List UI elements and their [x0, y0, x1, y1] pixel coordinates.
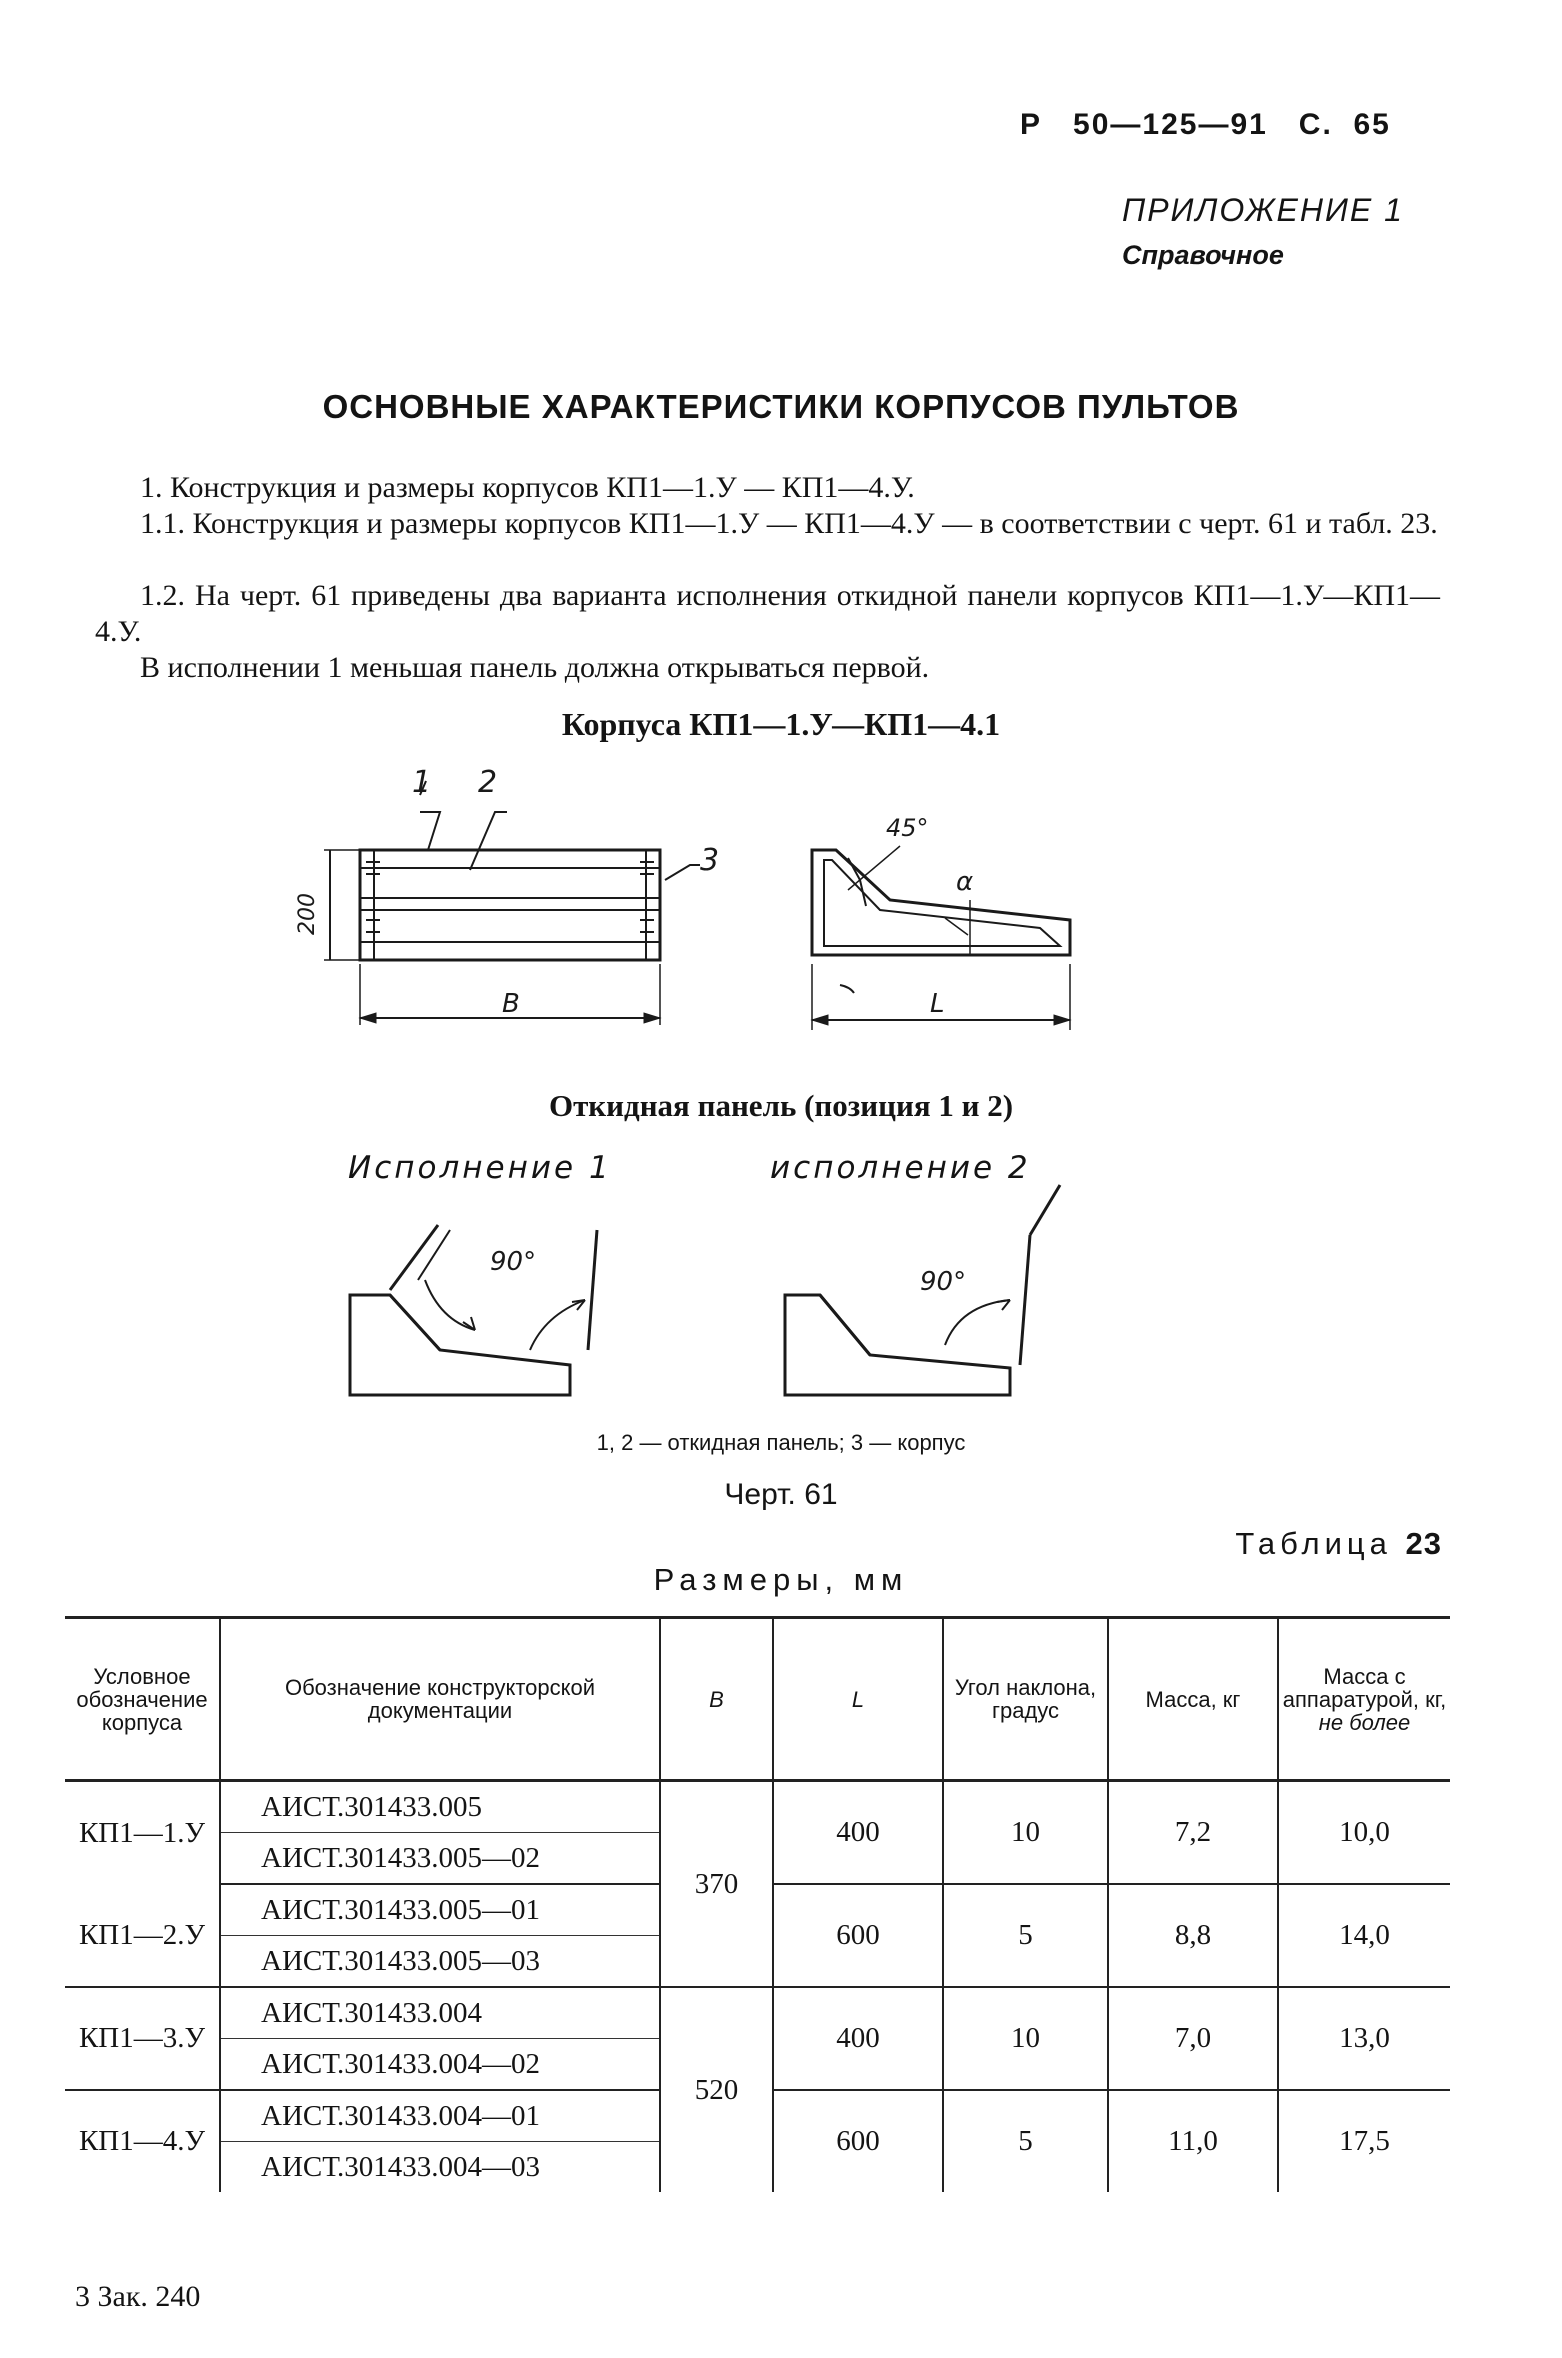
figure-caption-panel: Откидная панель (позиция 1 и 2) [548, 1088, 1014, 1123]
table-row [65, 1781, 1450, 1833]
dim-b: B [502, 989, 520, 1019]
table-number-value: 23 [1405, 1526, 1442, 1561]
dim-200: 200 [295, 893, 320, 935]
cell-l: 600 [773, 2090, 943, 2192]
label-3: 3 [700, 843, 720, 878]
header-designation: Условное обозначение корпуса [65, 1618, 220, 1781]
variant-1-outline [350, 1295, 570, 1395]
paragraph-1: 1. Конструкция и размеры корпусов КП1—1.У — КП1—4.У. [140, 471, 915, 504]
cell-angle: 5 [943, 2090, 1108, 2192]
figure-caption-housings: Корпуса КП1—1.У—КП1—4.1 [561, 706, 1001, 742]
variant-1-label: Исполнение 1 [348, 1150, 612, 1186]
cell-l: 600 [773, 1884, 943, 1987]
header-l: L [773, 1618, 943, 1781]
housing-front-outline [360, 850, 660, 960]
cell-mass-eq: 17,5 [1278, 2090, 1450, 2192]
figure-legend: 1, 2 — откидная панель; 3 — корпус [596, 1430, 966, 1455]
paragraph-note: В исполнении 1 меньшая панель должна открываться первой. [140, 651, 930, 684]
panel-variants-drawing [330, 1160, 1170, 1410]
cell-mass-eq: 13,0 [1278, 1987, 1450, 2090]
angle-90-variant-1: 90° [490, 1247, 537, 1277]
table-row [65, 1987, 1450, 2039]
angle-90-variant-2: 90° [920, 1267, 967, 1297]
label-1: 1 [412, 765, 432, 800]
table-header-row [65, 1618, 1450, 1781]
label-2: 2 [478, 765, 498, 800]
paragraph-1-1: 1.1. Конструкция и размеры корпусов КП1—1.У — КП1—4.У — в соответствии с черт. 61 и табл. 23. [140, 507, 1438, 540]
cell-l: 400 [773, 1781, 943, 1885]
table-number [1235, 1526, 1442, 1562]
cell-mass-eq: 14,0 [1278, 1884, 1450, 1987]
header-mass-eq: Масса с аппаратурой, кг, не более [1278, 1618, 1450, 1781]
dim-l: L [930, 989, 945, 1019]
cell-doc: АИСТ.301433.004—01 [220, 2090, 660, 2142]
cell-b: 370 [660, 1781, 773, 1988]
header-b: B [660, 1618, 773, 1781]
cell-b: 520 [660, 1987, 773, 2192]
cell-doc: АИСТ.301433.005—02 [220, 1833, 660, 1885]
header-doc: Обозначение конструкторской документации [220, 1618, 660, 1781]
cell-name: КП1—2.У [65, 1884, 220, 1987]
header-angle: Угол наклона, градус [943, 1618, 1108, 1781]
cell-mass: 11,0 [1108, 2090, 1278, 2192]
appendix-subtitle: Справочное [1122, 240, 1284, 270]
cell-angle: 10 [943, 1781, 1108, 1885]
cell-name: КП1—3.У [65, 1987, 220, 2090]
appendix-title: ПРИЛОЖЕНИЕ 1 [1122, 192, 1404, 228]
table-caption: Размеры, мм [653, 1562, 909, 1597]
cell-mass: 8,8 [1108, 1884, 1278, 1987]
cell-doc: АИСТ.301433.005 [220, 1781, 660, 1833]
page-footer: 3 Зак. 240 [75, 2280, 201, 2313]
cell-angle: 5 [943, 1884, 1108, 1987]
angle-45: 45° [886, 814, 929, 842]
header-mass: Масса, кг [1108, 1618, 1278, 1781]
cell-mass: 7,0 [1108, 1987, 1278, 2090]
housing-drawing [280, 750, 1230, 1050]
cell-doc: АИСТ.301433.005—01 [220, 1884, 660, 1936]
paragraph-1-2: 1.2. На черт. 61 приведены два варианта исполнения откидной панели корпусов КП1—1.У—КП1—4.У. [95, 579, 1440, 648]
cell-mass: 7,2 [1108, 1781, 1278, 1885]
section-title: ОСНОВНЫЕ ХАРАКТЕРИСТИКИ КОРПУСОВ ПУЛЬТОВ [322, 388, 1240, 425]
table-number-label: Таблица [1235, 1526, 1392, 1561]
page-header-ref: Р 50—125—91 С. 65 [1020, 108, 1391, 141]
variant-2-label: исполнение 2 [770, 1150, 1031, 1186]
cell-name: КП1—1.У [78, 1816, 206, 1849]
alpha-symbol: α [956, 867, 974, 897]
cell-doc: АИСТ.301433.004—03 [220, 2142, 660, 2193]
cell-name: КП1—4.У [78, 2125, 206, 2157]
cell-doc: АИСТ.301433.004 [220, 1987, 660, 2039]
cell-mass-eq: 10,0 [1278, 1781, 1450, 1885]
housing-side-outline [812, 850, 1070, 955]
cell-doc: АИСТ.301433.005—03 [220, 1936, 660, 1988]
cell-l: 400 [773, 1987, 943, 2090]
cell-doc: АИСТ.301433.004—02 [220, 2039, 660, 2091]
dimensions-table [65, 1616, 1450, 2192]
figure-number: Черт. 61 [724, 1478, 838, 1511]
cell-angle: 10 [943, 1987, 1108, 2090]
